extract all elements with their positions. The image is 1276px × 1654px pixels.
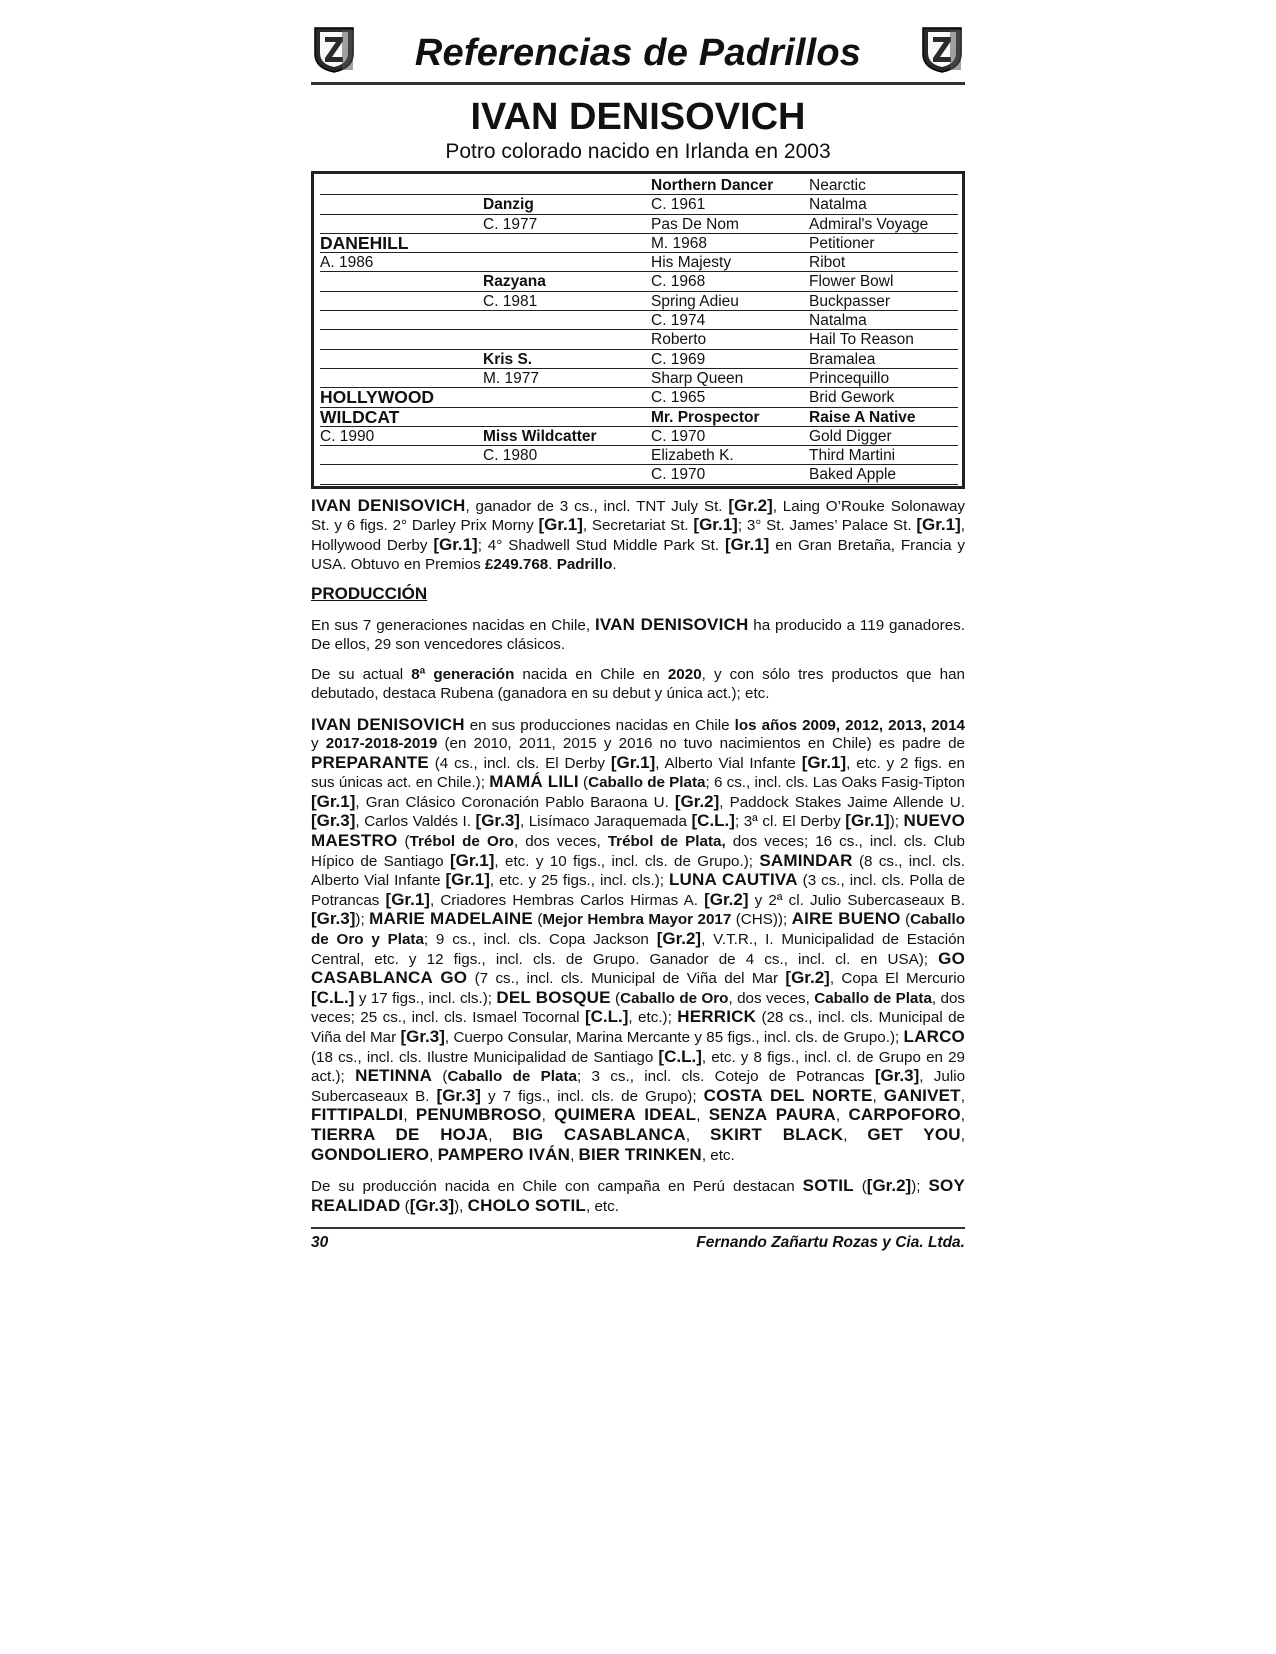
body-text: ha producido a 119 ganadores. De ellos, 29 son vencedores clásicos. [311,617,965,653]
body-text: , Alberto Vial Infante [655,754,802,772]
pedigree-row [320,446,958,465]
pedigree-cell-gen2: M. 1977 [483,369,651,388]
page-header [311,22,965,85]
body-text: , etc. y 25 figs., incl. cls.); [489,872,669,890]
pedigree-cell-gen2: Kris S. [483,350,651,369]
horse-name-text: BIER TRINKEN [578,1144,702,1164]
pedigree-cell-gen1 [320,330,483,349]
body-text: , [488,1126,513,1144]
pedigree-row [320,330,958,349]
bold-text: 2017-2018-2019 [325,735,438,753]
pedigree-row [320,408,958,427]
pedigree-cell-gen2 [483,388,651,407]
race-grade-text: [Gr.2] [674,791,720,811]
body-text: (8 cs., incl. cls. Alberto Vial Infante [311,852,965,890]
race-grade-text: [Gr.1] [801,752,847,772]
horse-name-text: BIG CASABLANCA [512,1124,686,1144]
body-text: , y con sólo tres productos que han debutado, destaca Rubena (ganadora en su debut y única act.); etc. [311,666,965,702]
pedigree-cell-gen2: C. 1980 [483,446,651,465]
publisher-logo-icon [919,24,965,74]
pedigree-cell-gen2 [483,311,651,330]
body-text: , Copa El Mercurio [829,970,966,988]
pedigree-cell-gen1 [320,350,483,369]
pedigree-cell-gen3: Elizabeth K. [651,446,809,465]
body-text: (3 cs., incl. cls. Polla de Potrancas [311,872,966,909]
pedigree-cell-gen1 [320,195,483,214]
body-text: , [960,1107,965,1125]
body-text: ( [532,911,543,929]
bold-text: 8ª generación [411,666,515,684]
pedigree-cell-gen3: Spring Adieu [651,292,809,311]
body-text: ; 3° St. James’ Palace St. [737,517,917,535]
body-text: , Hollywood Derby [311,517,965,554]
body-text: , [541,1107,555,1125]
pedigree-cell-gen4: Third Martini [809,446,958,465]
pedigree-cell-gen2 [483,330,651,349]
production-paragraph [311,616,965,654]
race-grade-text: [Gr.1] [724,534,770,554]
racing-record-paragraph [311,497,965,574]
pedigree-row [320,253,958,272]
body-text: ( [400,1197,410,1215]
horse-name-text: PENUMBROSO [415,1105,542,1125]
race-grade-text: [Gr.1] [450,850,495,870]
race-grade-text: [Gr.1] [916,515,961,535]
horse-name-text: GET YOU [867,1124,961,1144]
body-text: ; 3 cs., incl. cls. Cotejo de Potrancas [576,1068,875,1086]
horse-name-text: PAMPERO IVÁN [437,1144,571,1164]
horse-name-text: SENZA PAURA [708,1105,836,1125]
body-text: en Gran Bretaña, Francia y USA. Obtuvo en Premios [311,536,965,573]
body-text: , Criadores Hembras Carlos Hirmas A. [429,891,705,909]
pedigree-cell-gen4: Ribot [809,253,958,272]
pedigree-cell-gen4: Flower Bowl [809,272,958,291]
body-text: , etc. [586,1197,619,1215]
pedigree-cell-gen1 [320,272,483,291]
pedigree-cell-gen2 [483,253,651,272]
horse-name-text: QUIMERA IDEAL [554,1105,697,1125]
race-grade-text: [Gr.3] [436,1085,481,1105]
body-text: , dos veces, [513,833,608,851]
body-text: (CHS)); [731,911,792,929]
body-text: ; 4° Shadwell Stud Middle Park St. [477,536,725,554]
body-text: . [612,555,617,573]
pedigree-cell-gen2: Razyana [483,272,651,291]
production-paragraph [311,666,965,703]
race-grade-text: [Gr.3] [874,1066,920,1086]
pedigree-cell-gen2 [483,234,651,253]
body-text: , [403,1107,416,1125]
body-text: , etc. y 10 figs., incl. cls. de Grupo.); [494,852,760,870]
pedigree-row [320,234,958,253]
body-text: , [696,1107,709,1125]
pedigree-cell-gen3: Pas De Nom [651,215,809,234]
bold-text: Trébol de Oro [409,833,514,851]
horse-name-text: PREPARANTE [311,752,429,772]
pedigree-cell-gen1 [320,369,483,388]
bold-text: Caballo de Plata [814,989,932,1007]
pedigree-cell-gen4: Admiral's Voyage [809,215,958,234]
body-text: , dos veces; 25 cs., incl. cls. Ismael Tocornal [311,989,965,1027]
body-text: dos veces; 16 cs., incl. cls. Club Hípico de Santiago [311,833,966,870]
section-heading-produccion: PRODUCCIÓN [311,584,428,604]
bold-text: los años 2009, 2012, 2013, 2014 [734,716,965,734]
body-text: ( [900,911,911,929]
body-text: De su actual [311,666,412,684]
body-text: , etc. y 8 figs., incl. cl. de Grupo en 29 act.); [311,1048,965,1086]
pedigree-cell-gen2 [483,408,651,427]
pedigree-cell-gen3: Roberto [651,330,809,349]
body-text: ( [432,1068,448,1086]
body-text: , etc. y 2 figs. en sus únicas act. en Chile.); [311,754,965,792]
pedigree-cell-gen3: C. 1970 [651,465,809,484]
pedigree-cell-gen3: C. 1968 [651,272,809,291]
horse-name-text: CARPOFORO [848,1105,961,1125]
body-text: , [570,1146,579,1164]
horse-name-text: MAMÁ LILI [489,772,579,792]
pedigree-row [320,195,958,214]
pedigree-cell-gen4: Petitioner [809,234,958,253]
pedigree-cell-gen3: M. 1968 [651,234,809,253]
body-text: ); [911,1178,929,1196]
race-grade-text: [C.L.] [658,1046,702,1066]
body-text: , Gran Clásico Coronación Pablo Baraona U. [355,793,675,811]
race-grade-text: [Gr.1] [845,811,890,831]
pedigree-cell-gen3: C. 1974 [651,311,809,330]
production-paragraph [311,1177,965,1216]
race-grade-text: [Gr.1] [445,870,490,890]
bold-text: Caballo de Oro y Plata [311,911,965,949]
pedigree-cell-gen1: C. 1990 [320,427,483,446]
pedigree-cell-gen2 [483,465,651,484]
body-text: , dos veces, [728,989,815,1007]
pedigree-cell-gen3: C. 1965 [651,388,809,407]
page [311,22,965,1255]
body-text: (en 2010, 2011, 2015 y 2016 no tuvo nacimientos en Chile) es padre de [437,735,965,753]
race-grade-text: [Gr.3] [475,811,520,831]
horse-subtitle: Potro colorado nacido en Irlanda en 2003 [445,140,831,163]
body-text: , [429,1146,438,1164]
horse-name-text: GONDOLIERO [311,1144,430,1164]
race-grade-text: [Gr.3] [409,1195,455,1215]
horse-name-text: GANIVET [883,1085,961,1105]
body-text: , [872,1087,884,1105]
body-text: , Secretariat St. [582,517,694,535]
body-text: ); [889,813,904,831]
body-text: , Laing O’Rouke Solonaway St. y 6 figs. 2° Darley Prix Morny [311,497,965,535]
body-text: nacida en Chile en [514,666,668,684]
pedigree-cell-gen4: Baked Apple [809,465,958,484]
pedigree-cell-gen4: Bramalea [809,350,958,369]
horse-name-text: FITTIPALDI [311,1105,404,1125]
pedigree-cell-gen4: Nearctic [809,176,958,195]
horse-name: IVAN DENISOVICH [470,96,806,138]
body-text: , etc.); [628,1009,678,1027]
body-text: ; 3ª cl. El Derby [734,813,846,831]
pedigree-cell-gen4: Brid Gework [809,388,958,407]
body-text: (18 cs., incl. cls. Ilustre Municipalidad de Santiago [311,1048,659,1066]
pedigree-row [320,292,958,311]
race-grade-text: [Gr.2] [656,929,702,949]
race-grade-text: [Gr.1] [311,791,356,811]
bold-text: Caballo de Plata [588,774,706,792]
race-grade-text: [Gr.1] [610,752,656,772]
body-text: (28 cs., incl. cls. Municipal de Viña del Mar [311,1009,965,1046]
horse-name-text: COSTA DEL NORTE [703,1085,873,1105]
body-text: y 7 figs., incl. cls. de Grupo); [480,1087,704,1105]
pedigree-row [320,272,958,291]
pedigree-cell-gen3: C. 1969 [651,350,809,369]
pedigree-cell-gen2: C. 1977 [483,215,651,234]
pedigree-cell-gen3: Sharp Queen [651,369,809,388]
horse-name-text: NUEVO MAESTRO [311,811,966,851]
body-text: , Julio Subercaseaux B. [311,1068,966,1105]
body-text: (4 cs., incl. cls. El Derby [428,754,611,772]
bold-text: Mejor Hembra Mayor 2017 [542,911,732,929]
body-text: , V.T.R., I. Municipalidad de Estación Central, etc. y 12 figs., incl. cls. de Grupo. Ganador de 4 cs., incl. cl. en USA); [311,931,965,968]
body-text: ( [610,989,621,1007]
bold-text: Caballo de Plata [447,1068,577,1086]
pedigree-cell-gen3: His Majesty [651,253,809,272]
pedigree-row [320,369,958,388]
horse-name-text: SKIRT BLACK [710,1124,844,1144]
body-text: , Cuerpo Consular, Marina Mercante y 85 figs., incl. cls. de Grupo.); [444,1029,904,1046]
body-text: y [311,735,326,753]
race-grade-text: [Gr.2] [728,495,773,515]
pedigree-cell-gen2: Miss Wildcatter [483,427,651,446]
horse-name-text: GO CASABLANCA GO [311,948,965,988]
pedigree-cell-gen1 [320,176,483,195]
body-text: , Carlos Valdés I. [355,813,476,831]
horse-name-text: LARCO [903,1027,965,1046]
race-grade-text: [C.L.] [691,811,735,831]
pedigree-cell-gen1: A. 1986 [320,253,483,272]
pedigree-cell-gen3: C. 1970 [651,427,809,446]
pedigree-cell-gen4: Natalma [809,311,958,330]
pedigree-cell-gen4: Natalma [809,195,958,214]
race-grade-text: [Gr.2] [866,1176,912,1196]
body-text: en sus producciones nacidas en Chile [464,716,735,734]
horse-name-text: MARIE MADELAINE [369,909,533,929]
pedigree-cell-gen1 [320,465,483,484]
body-text: ; 6 cs., incl. cls. Las Oaks Fasig-Tipton [705,774,965,792]
pedigree-cell-gen4: Buckpasser [809,292,958,311]
race-grade-text: [Gr.1] [693,515,738,535]
pedigree-row [320,215,958,234]
publisher-name: Fernando Zañartu Rozas y Cia. Ltda. [696,1234,965,1252]
body-text: , [960,1126,965,1144]
race-grade-text: [Gr.3] [400,1027,445,1046]
body-text: , etc. [701,1146,735,1164]
body-text: , [843,1126,868,1144]
pedigree-cell-gen2: Danzig [483,195,651,214]
pedigree-cell-gen1 [320,215,483,234]
horse-name-text: CHOLO SOTIL [467,1195,586,1215]
horse-name-text: IVAN DENISOVICH [311,714,465,734]
horse-name-text: TIERRA DE HOJA [311,1124,489,1144]
horse-name-text: SOTIL [802,1176,854,1196]
bold-text: £249.768 [484,555,549,573]
pedigree-cell-gen1 [320,446,483,465]
horse-name-text: SAMINDAR [759,850,853,870]
pedigree-cell-gen1 [320,292,483,311]
pedigree-cell-gen3: Mr. Prospector [651,408,809,427]
race-grade-text: [C.L.] [311,987,355,1007]
horse-name-text: SOY REALIDAD [311,1176,966,1215]
pedigree-row [320,388,958,407]
bold-text: 2020 [667,666,702,684]
race-grade-text: [Gr.2] [785,968,830,988]
body-text: , [960,1087,965,1105]
pedigree-row [320,465,958,484]
pedigree-table [311,171,965,489]
pedigree-cell-gen4: Hail To Reason [809,330,958,349]
race-grade-text: [Gr.1] [538,515,583,535]
bold-text: Caballo de Oro [620,989,729,1007]
pedigree-cell-gen1: WILDCAT [320,408,483,427]
page-footer [311,1227,965,1255]
body-text: , [685,1126,711,1144]
pedigree-cell-gen1: HOLLYWOOD [320,388,483,407]
body-text: , Paddock Stakes Jaime Allende U. [719,793,965,811]
body-text: ), [454,1197,468,1215]
pedigree-cell-gen4: Princequillo [809,369,958,388]
horse-name-text: NETINNA [355,1066,433,1086]
pedigree-cell-gen3: Northern Dancer [651,176,809,195]
race-grade-text: [Gr.1] [385,889,430,909]
horse-name-text: IVAN DENISOVICH [594,615,749,635]
pedigree-cell-gen4: Gold Digger [809,427,958,446]
race-grade-text: [Gr.2] [704,889,749,909]
pedigree-cell-gen3: C. 1961 [651,195,809,214]
body-text: ; 9 cs., incl. cls. Copa Jackson [423,931,657,949]
page-number: 30 [311,1234,329,1252]
race-grade-text: [Gr.1] [433,534,478,554]
pedigree-row [320,311,958,330]
body-text: , [835,1107,849,1125]
horse-name-text: AIRE BUENO [791,909,901,929]
body-text: (7 cs., incl. cls. Municipal de Viña del Mar [467,970,786,988]
body-text: , ganador de 3 cs., incl. TNT July St. [465,497,729,515]
race-grade-text: [C.L.] [584,1007,629,1027]
pedigree-cell-gen1: DANEHILL [320,234,483,253]
body-text: . [548,555,557,573]
pedigree-cell-gen2: C. 1981 [483,292,651,311]
horse-name-text: IVAN DENISOVICH [311,495,466,515]
body-text: ( [578,774,589,792]
body-text: ( [397,833,410,851]
race-grade-text: [Gr.3] [311,909,356,929]
pedigree-row [320,176,958,195]
body-text: y 17 figs., incl. cls.); [354,989,497,1007]
horse-name-text: DEL BOSQUE [496,987,611,1007]
bold-text: Padrillo [556,555,613,573]
body-text: y 2ª cl. Julio Subercaseaux B. [748,891,965,909]
body-text: De su producción nacida en Chile con campaña en Perú destacan [311,1178,803,1196]
pedigree-row [320,427,958,446]
pedigree-cell-gen4: Raise A Native [809,408,958,427]
body-text: , Lisímaco Jaraquemada [519,813,692,831]
body-text: ( [853,1178,867,1196]
body-text: ); [355,911,370,929]
pedigree-row [320,350,958,369]
pedigree-cell-gen1 [320,311,483,330]
horse-name-text: HERRICK [677,1007,757,1027]
body-text: En sus 7 generaciones nacidas en Chile, [311,617,595,635]
horse-name-text: LUNA CAUTIVA [668,870,798,890]
production-paragraph [311,716,965,1166]
header-title: Referencias de Padrillos [414,32,862,74]
race-grade-text: [Gr.3] [311,811,356,831]
bold-text: Trébol de Plata, [607,833,726,851]
pedigree-cell-gen2 [483,176,651,195]
